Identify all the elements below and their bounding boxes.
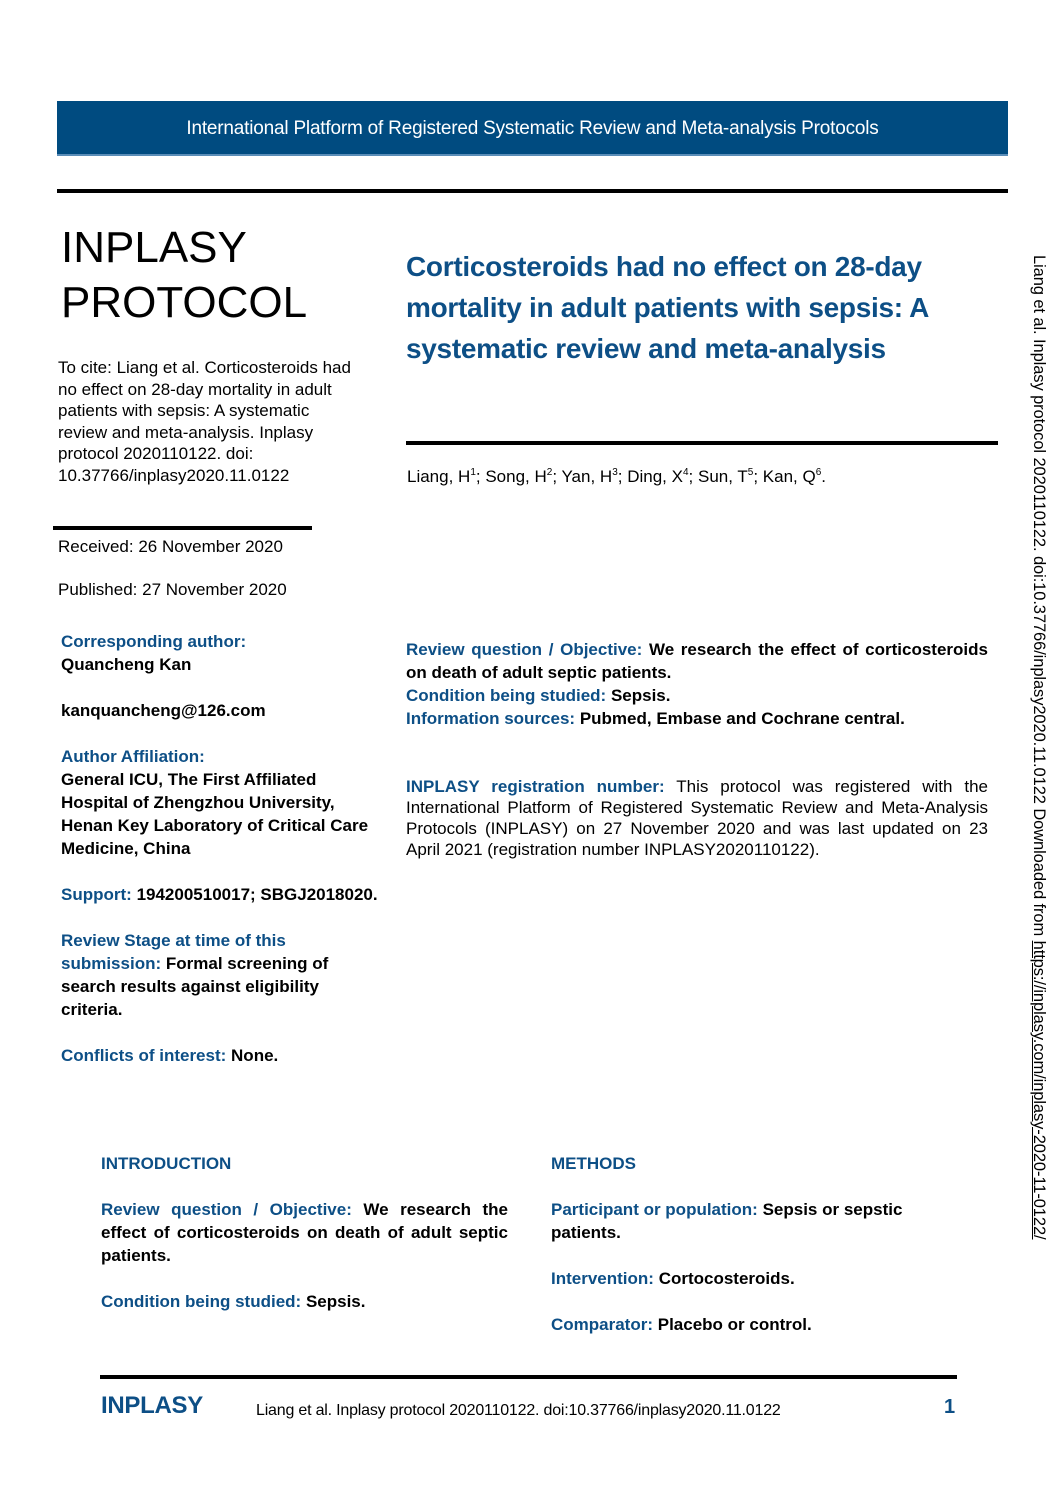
methods-population <box>551 1198 961 1244</box>
author-list <box>407 467 826 487</box>
abstract-condition-label: Condition being studied: <box>406 686 607 705</box>
protocol-heading <box>61 220 307 330</box>
abstract-sources-text: Pubmed, Embase and Cochrane central. <box>579 709 905 728</box>
header-banner-text: International Platform of Registered Systematic Review and Meta-analysis Protocols <box>186 118 879 139</box>
header-banner <box>57 101 1008 156</box>
top-divider <box>57 189 1008 193</box>
author-separator: ; <box>552 467 562 486</box>
abstract-objective-text: We research the effect of corticosteroids on death of adult septic patients. <box>406 640 988 682</box>
registration-label: INPLASY registration number: <box>406 777 665 796</box>
author <box>561 467 627 486</box>
download-link[interactable]: https://inplasy.com/inplasy-2020-11-0122/ <box>1030 940 1048 1240</box>
author-affiliation-index: 4 <box>682 467 689 478</box>
conflicts-text: None. <box>231 1046 279 1065</box>
author <box>698 467 763 486</box>
author <box>407 467 485 486</box>
footer-brand: INPLASY <box>101 1392 203 1419</box>
author <box>763 467 826 486</box>
introduction-heading: INTRODUCTION <box>101 1154 232 1173</box>
corresponding-author <box>61 630 381 676</box>
intro-condition-text: Sepsis. <box>305 1292 366 1311</box>
corresponding-author-label: Corresponding author: <box>61 632 247 651</box>
author-affiliation-index: 6 <box>815 467 822 478</box>
affiliation-text: General ICU, The First Affiliated Hospital of Zhengzhou University, Henan Key Laboratory of Critical Care Medicine, China <box>61 770 369 858</box>
intro-objective-text: We research the effect of corticosteroids on death of adult septic patients. <box>101 1200 508 1265</box>
methods-comparator <box>551 1313 961 1336</box>
abstract-objective-label: Review question / Objective: <box>406 640 643 659</box>
population-label: Participant or population: <box>551 1200 758 1219</box>
abstract-objective <box>406 638 988 684</box>
intro-condition-label: Condition being studied: <box>101 1292 302 1311</box>
author-email <box>61 699 381 722</box>
methods-section <box>551 1152 961 1359</box>
author-affiliation <box>61 745 381 860</box>
intro-objective-label: Review question / Objective: <box>101 1200 352 1219</box>
corresponding-author-name: Quancheng Kan <box>61 655 192 674</box>
paper-title: Corticosteroids had no effect on 28-day mortality in adult patients with sepsis: A systematic review and meta-analysis <box>406 251 929 364</box>
author-name: Sun, T <box>697 467 748 486</box>
abstract-sources <box>406 707 988 730</box>
affiliation-label: Author Affiliation: <box>61 747 205 766</box>
title-divider <box>406 441 998 445</box>
introduction-section <box>101 1152 508 1336</box>
abstract-condition <box>406 684 988 707</box>
cite-divider <box>53 526 312 530</box>
support-label: Support: <box>61 885 132 904</box>
author-affiliation-index: 3 <box>612 467 618 478</box>
registration-text: This protocol was registered with the International Platform of Registered Systematic Review and Meta-Analysis Protocols (INPLASY) on 27 November 2020 and was last updated on 23 April 2021 (registration number INPLASY2020110122). <box>406 777 988 859</box>
registration-info <box>406 776 988 860</box>
support <box>61 883 381 906</box>
protocol-heading-line2: PROTOCOL <box>61 278 308 327</box>
received-date: Received: 26 November 2020 <box>58 537 283 556</box>
author-name: Liang, H <box>407 467 471 486</box>
published-date: Published: 27 November 2020 <box>58 580 287 599</box>
abstract <box>406 638 988 730</box>
intervention-label: Intervention: <box>551 1269 654 1288</box>
article-meta <box>61 630 381 1090</box>
review-stage-text: Formal screening of search results against eligibility criteria. <box>61 954 329 1019</box>
author <box>627 467 698 486</box>
author-email-text[interactable]: kanquancheng@126.com <box>61 701 266 720</box>
comparator-label: Comparator: <box>551 1315 654 1334</box>
author-separator: ; <box>753 467 763 486</box>
author-separator: ; <box>617 467 628 486</box>
author-name: Song, H <box>485 467 547 486</box>
author-separator: ; <box>475 467 486 486</box>
intro-condition <box>101 1290 508 1313</box>
author-name: Kan, Q <box>762 467 816 486</box>
comparator-text: Placebo or control. <box>657 1315 812 1334</box>
cite-block: To cite: Liang et al. Corticosteroids had no effect on 28-day mortality in adult patients with sepsis: A systematic review and meta-analysis. Inplasy protocol 2020110122. doi: 10.37766/inplasy2020.11.0122 <box>58 358 351 485</box>
author-name: Yan, H <box>561 467 613 486</box>
methods-heading: METHODS <box>551 1154 636 1173</box>
abstract-condition-text: Sepsis. <box>610 686 671 705</box>
population-text: Sepsis or sepstic patients. <box>551 1200 903 1242</box>
footer-citation: Liang et al. Inplasy protocol 2020110122. doi:10.37766/inplasy2020.11.0122 <box>256 1402 781 1419</box>
author-affiliation-index: 1 <box>470 467 476 478</box>
methods-intervention <box>551 1267 961 1290</box>
intro-objective <box>101 1198 508 1267</box>
conflicts-of-interest <box>61 1044 381 1067</box>
support-text: 194200510017; SBGJ2018020. <box>136 885 378 904</box>
protocol-heading-line1: INPLASY <box>61 223 247 272</box>
author-separator: ; <box>688 467 698 486</box>
author-affiliation-index: 5 <box>747 467 754 478</box>
abstract-sources-label: Information sources: <box>406 709 576 728</box>
author-name: Ding, X <box>627 467 683 486</box>
review-stage <box>61 929 381 1021</box>
review-stage-label: Review Stage at time of this submission: <box>61 931 286 973</box>
side-download-note <box>1029 255 1048 1240</box>
footer-divider <box>100 1375 957 1379</box>
author <box>485 467 561 486</box>
page-number: 1 <box>944 1396 956 1418</box>
author-affiliation-index: 2 <box>546 467 553 478</box>
side-note-text: Liang et al. Inplasy protocol 2020110122. doi:10.37766/inplasy2020.11.0122 Downloaded from <box>1030 255 1048 941</box>
conflicts-label: Conflicts of interest: <box>61 1046 227 1065</box>
author-separator: . <box>821 467 826 486</box>
intervention-text: Cortocosteroids. <box>658 1269 795 1288</box>
